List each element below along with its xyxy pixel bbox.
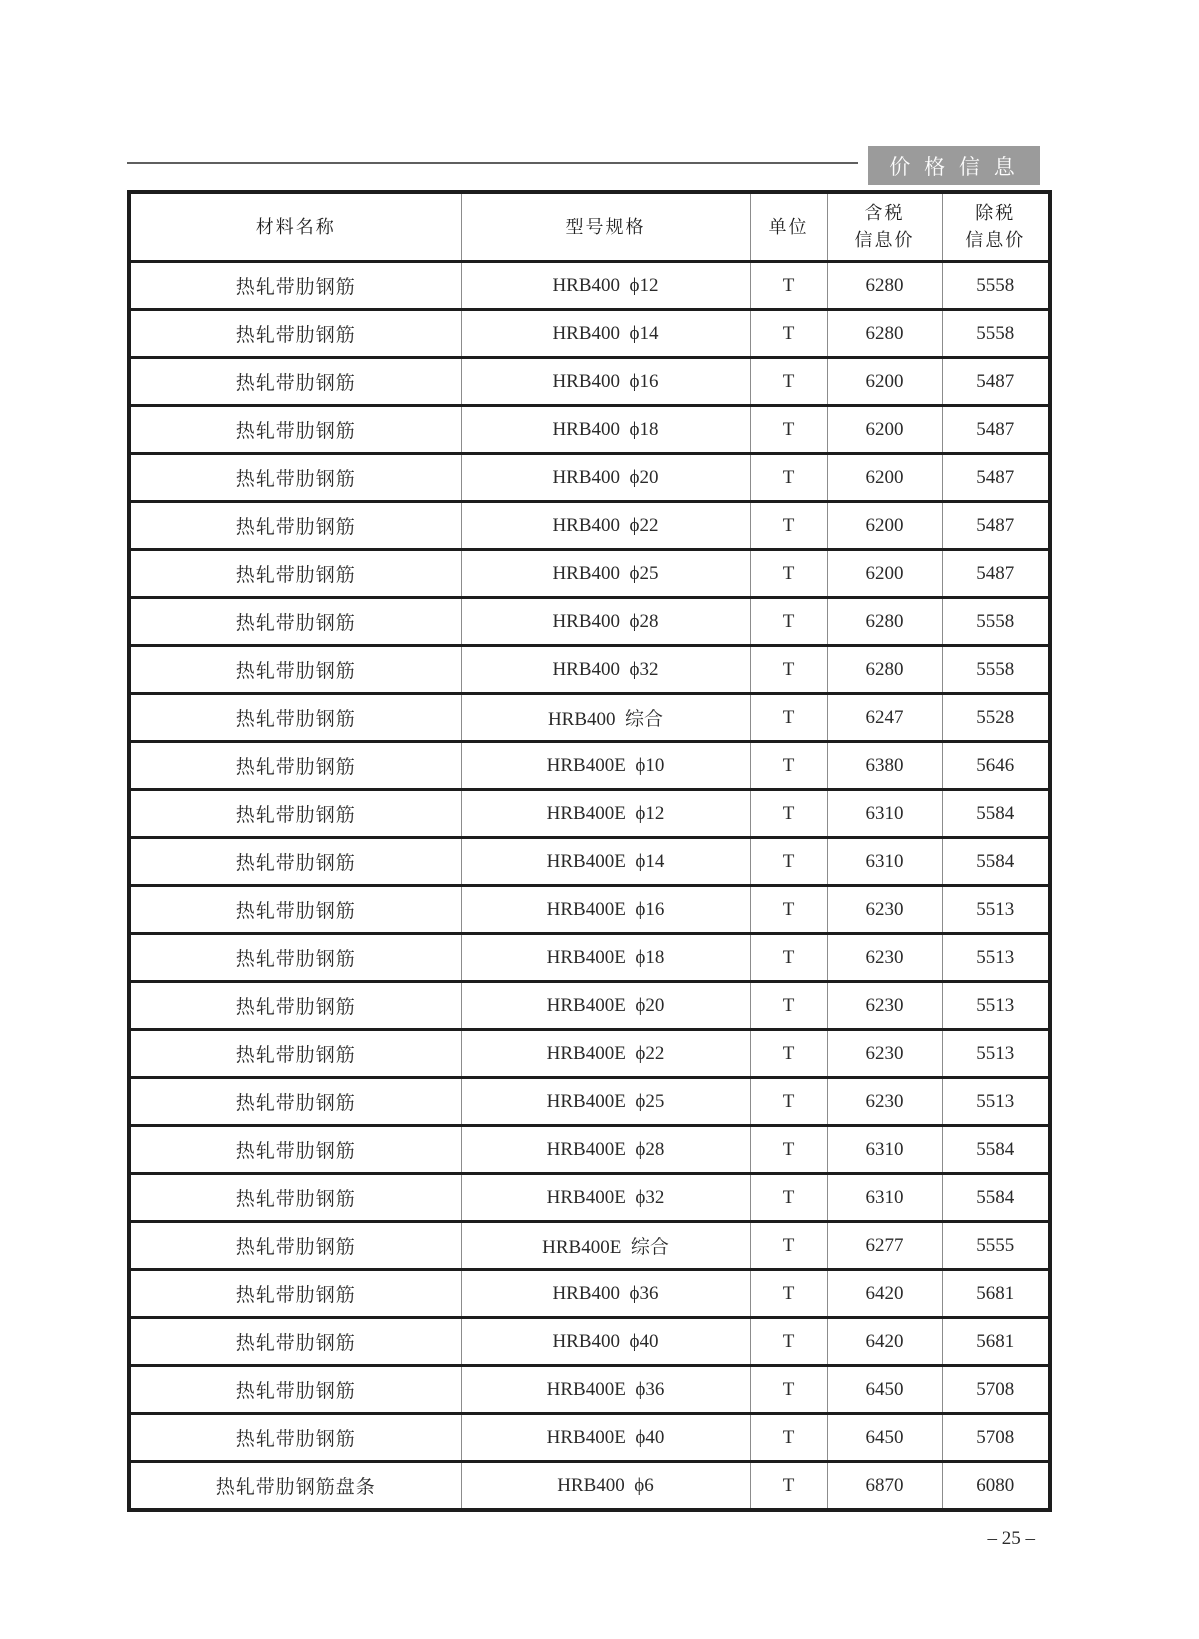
table-header-row [129,192,1050,262]
price-with-tax-cell: 6420 [827,1318,942,1366]
price-without-tax-cell: 5681 [942,1318,1050,1366]
spec-cell: HRB400E ϕ20 [461,982,750,1030]
header-rule [127,162,858,164]
table-row [129,1078,1050,1126]
material-cell: 热轧带肋钢筋 [129,1174,461,1222]
spec-cell: HRB400E ϕ40 [461,1414,750,1462]
price-with-tax-cell: 6230 [827,1078,942,1126]
spec-cell: HRB400 ϕ12 [461,262,750,310]
material-cell: 热轧带肋钢筋 [129,502,461,550]
unit-cell: T [750,310,827,358]
unit-cell: T [750,982,827,1030]
spec-cell: HRB400 ϕ28 [461,598,750,646]
price-with-tax-cell: 6280 [827,310,942,358]
price-without-tax-cell: 5558 [942,310,1050,358]
material-cell: 热轧带肋钢筋 [129,1030,461,1078]
price-without-tax-cell: 5708 [942,1366,1050,1414]
spec-cell: HRB400E ϕ18 [461,934,750,982]
price-without-tax-cell: 5555 [942,1222,1050,1270]
unit-cell: T [750,502,827,550]
price-without-tax-cell: 5513 [942,1030,1050,1078]
unit-cell: T [750,886,827,934]
unit-cell: T [750,742,827,790]
unit-cell: T [750,694,827,742]
spec-cell: HRB400E ϕ36 [461,1366,750,1414]
unit-cell: T [750,1126,827,1174]
price-table-body [129,262,1050,1511]
col-header-unit: 单位 [750,192,827,262]
table-row [129,310,1050,358]
price-without-tax-cell: 5487 [942,358,1050,406]
table-row [129,1126,1050,1174]
table-row [129,262,1050,310]
table-row [129,694,1050,742]
material-cell: 热轧带肋钢筋 [129,934,461,982]
col-header-price-without-tax-line2: 信息价 [965,230,1026,250]
spec-cell: HRB400E 综合 [461,1222,750,1270]
col-header-spec: 型号规格 [461,192,750,262]
material-cell: 热轧带肋钢筋 [129,742,461,790]
unit-cell: T [750,1030,827,1078]
table-row [129,1222,1050,1270]
price-without-tax-cell: 5487 [942,550,1050,598]
unit-cell: T [750,1222,827,1270]
table-row [129,358,1050,406]
unit-cell: T [750,598,827,646]
price-with-tax-cell: 6310 [827,790,942,838]
material-cell: 热轧带肋钢筋 [129,454,461,502]
material-cell: 热轧带肋钢筋 [129,646,461,694]
col-header-price-with-tax-line1: 含税 [864,203,905,223]
material-cell: 热轧带肋钢筋 [129,790,461,838]
price-without-tax-cell: 5487 [942,406,1050,454]
price-with-tax-cell: 6230 [827,982,942,1030]
unit-cell: T [750,406,827,454]
price-without-tax-cell: 5513 [942,1078,1050,1126]
unit-cell: T [750,1462,827,1511]
spec-cell: HRB400 综合 [461,694,750,742]
spec-cell: HRB400 ϕ32 [461,646,750,694]
price-without-tax-cell: 5708 [942,1414,1050,1462]
spec-cell: HRB400 ϕ6 [461,1462,750,1511]
material-cell: 热轧带肋钢筋 [129,886,461,934]
spec-cell: HRB400E ϕ25 [461,1078,750,1126]
spec-cell: HRB400E ϕ10 [461,742,750,790]
col-header-price-with-tax-line2: 信息价 [854,230,915,250]
unit-cell: T [750,646,827,694]
price-with-tax-cell: 6420 [827,1270,942,1318]
price-with-tax-cell: 6310 [827,1174,942,1222]
unit-cell: T [750,262,827,310]
unit-cell: T [750,358,827,406]
price-without-tax-cell: 5513 [942,934,1050,982]
unit-cell: T [750,454,827,502]
price-without-tax-cell: 5513 [942,886,1050,934]
page-number: – 25 – [987,1528,1035,1549]
price-with-tax-cell: 6310 [827,838,942,886]
price-without-tax-cell: 5487 [942,502,1050,550]
spec-cell: HRB400 ϕ36 [461,1270,750,1318]
table-row [129,502,1050,550]
price-with-tax-cell: 6280 [827,262,942,310]
table-row [129,1270,1050,1318]
price-without-tax-cell: 5584 [942,1126,1050,1174]
price-with-tax-cell: 6380 [827,742,942,790]
spec-cell: HRB400E ϕ14 [461,838,750,886]
price-without-tax-cell: 5584 [942,790,1050,838]
unit-cell: T [750,1318,827,1366]
table-row [129,982,1050,1030]
material-cell: 热轧带肋钢筋盘条 [129,1462,461,1511]
material-cell: 热轧带肋钢筋 [129,694,461,742]
unit-cell: T [750,1366,827,1414]
material-cell: 热轧带肋钢筋 [129,1318,461,1366]
spec-cell: HRB400 ϕ14 [461,310,750,358]
material-cell: 热轧带肋钢筋 [129,838,461,886]
price-without-tax-cell: 5513 [942,982,1050,1030]
col-header-price-without-tax-line1: 除税 [975,203,1016,223]
material-cell: 热轧带肋钢筋 [129,982,461,1030]
material-cell: 热轧带肋钢筋 [129,1366,461,1414]
price-with-tax-cell: 6310 [827,1126,942,1174]
spec-cell: HRB400 ϕ40 [461,1318,750,1366]
price-with-tax-cell: 6450 [827,1366,942,1414]
material-cell: 热轧带肋钢筋 [129,550,461,598]
price-without-tax-cell: 5584 [942,1174,1050,1222]
spec-cell: HRB400 ϕ18 [461,406,750,454]
spec-cell: HRB400 ϕ16 [461,358,750,406]
table-row [129,550,1050,598]
price-without-tax-cell: 5558 [942,262,1050,310]
material-cell: 热轧带肋钢筋 [129,1126,461,1174]
price-without-tax-cell: 5646 [942,742,1050,790]
material-cell: 热轧带肋钢筋 [129,406,461,454]
unit-cell: T [750,1078,827,1126]
page-title-badge: 价 格 信 息 [868,146,1040,185]
price-without-tax-cell: 5487 [942,454,1050,502]
table-row [129,1414,1050,1462]
table-row [129,1366,1050,1414]
spec-cell: HRB400 ϕ25 [461,550,750,598]
spec-cell: HRB400E ϕ28 [461,1126,750,1174]
material-cell: 热轧带肋钢筋 [129,310,461,358]
material-cell: 热轧带肋钢筋 [129,358,461,406]
unit-cell: T [750,838,827,886]
table-row [129,934,1050,982]
price-with-tax-cell: 6200 [827,502,942,550]
price-with-tax-cell: 6870 [827,1462,942,1511]
table-row [129,790,1050,838]
unit-cell: T [750,1414,827,1462]
table-row [129,742,1050,790]
price-without-tax-cell: 6080 [942,1462,1050,1511]
price-with-tax-cell: 6230 [827,934,942,982]
table-row [129,646,1050,694]
table-row [129,1030,1050,1078]
table-row [129,598,1050,646]
material-cell: 热轧带肋钢筋 [129,1222,461,1270]
table-row [129,454,1050,502]
price-with-tax-cell: 6450 [827,1414,942,1462]
price-without-tax-cell: 5528 [942,694,1050,742]
price-with-tax-cell: 6247 [827,694,942,742]
material-cell: 热轧带肋钢筋 [129,1270,461,1318]
table-row [129,838,1050,886]
price-with-tax-cell: 6200 [827,454,942,502]
unit-cell: T [750,550,827,598]
table-row [129,1174,1050,1222]
price-with-tax-cell: 6200 [827,406,942,454]
spec-cell: HRB400 ϕ20 [461,454,750,502]
price-without-tax-cell: 5558 [942,598,1050,646]
material-cell: 热轧带肋钢筋 [129,262,461,310]
price-with-tax-cell: 6200 [827,358,942,406]
unit-cell: T [750,934,827,982]
table-row [129,1318,1050,1366]
price-with-tax-cell: 6200 [827,550,942,598]
table-row [129,406,1050,454]
price-without-tax-cell: 5681 [942,1270,1050,1318]
table-row [129,886,1050,934]
price-with-tax-cell: 6280 [827,598,942,646]
col-header-material: 材料名称 [129,192,461,262]
table-row [129,1462,1050,1511]
unit-cell: T [750,1270,827,1318]
unit-cell: T [750,1174,827,1222]
col-header-price-without-tax [942,192,1050,262]
price-with-tax-cell: 6280 [827,646,942,694]
price-with-tax-cell: 6230 [827,1030,942,1078]
spec-cell: HRB400 ϕ22 [461,502,750,550]
price-with-tax-cell: 6230 [827,886,942,934]
spec-cell: HRB400E ϕ32 [461,1174,750,1222]
spec-cell: HRB400E ϕ16 [461,886,750,934]
col-header-price-with-tax [827,192,942,262]
material-cell: 热轧带肋钢筋 [129,1414,461,1462]
price-table [127,190,1052,1512]
material-cell: 热轧带肋钢筋 [129,598,461,646]
unit-cell: T [750,790,827,838]
material-cell: 热轧带肋钢筋 [129,1078,461,1126]
price-without-tax-cell: 5584 [942,838,1050,886]
spec-cell: HRB400E ϕ12 [461,790,750,838]
spec-cell: HRB400E ϕ22 [461,1030,750,1078]
price-with-tax-cell: 6277 [827,1222,942,1270]
price-without-tax-cell: 5558 [942,646,1050,694]
